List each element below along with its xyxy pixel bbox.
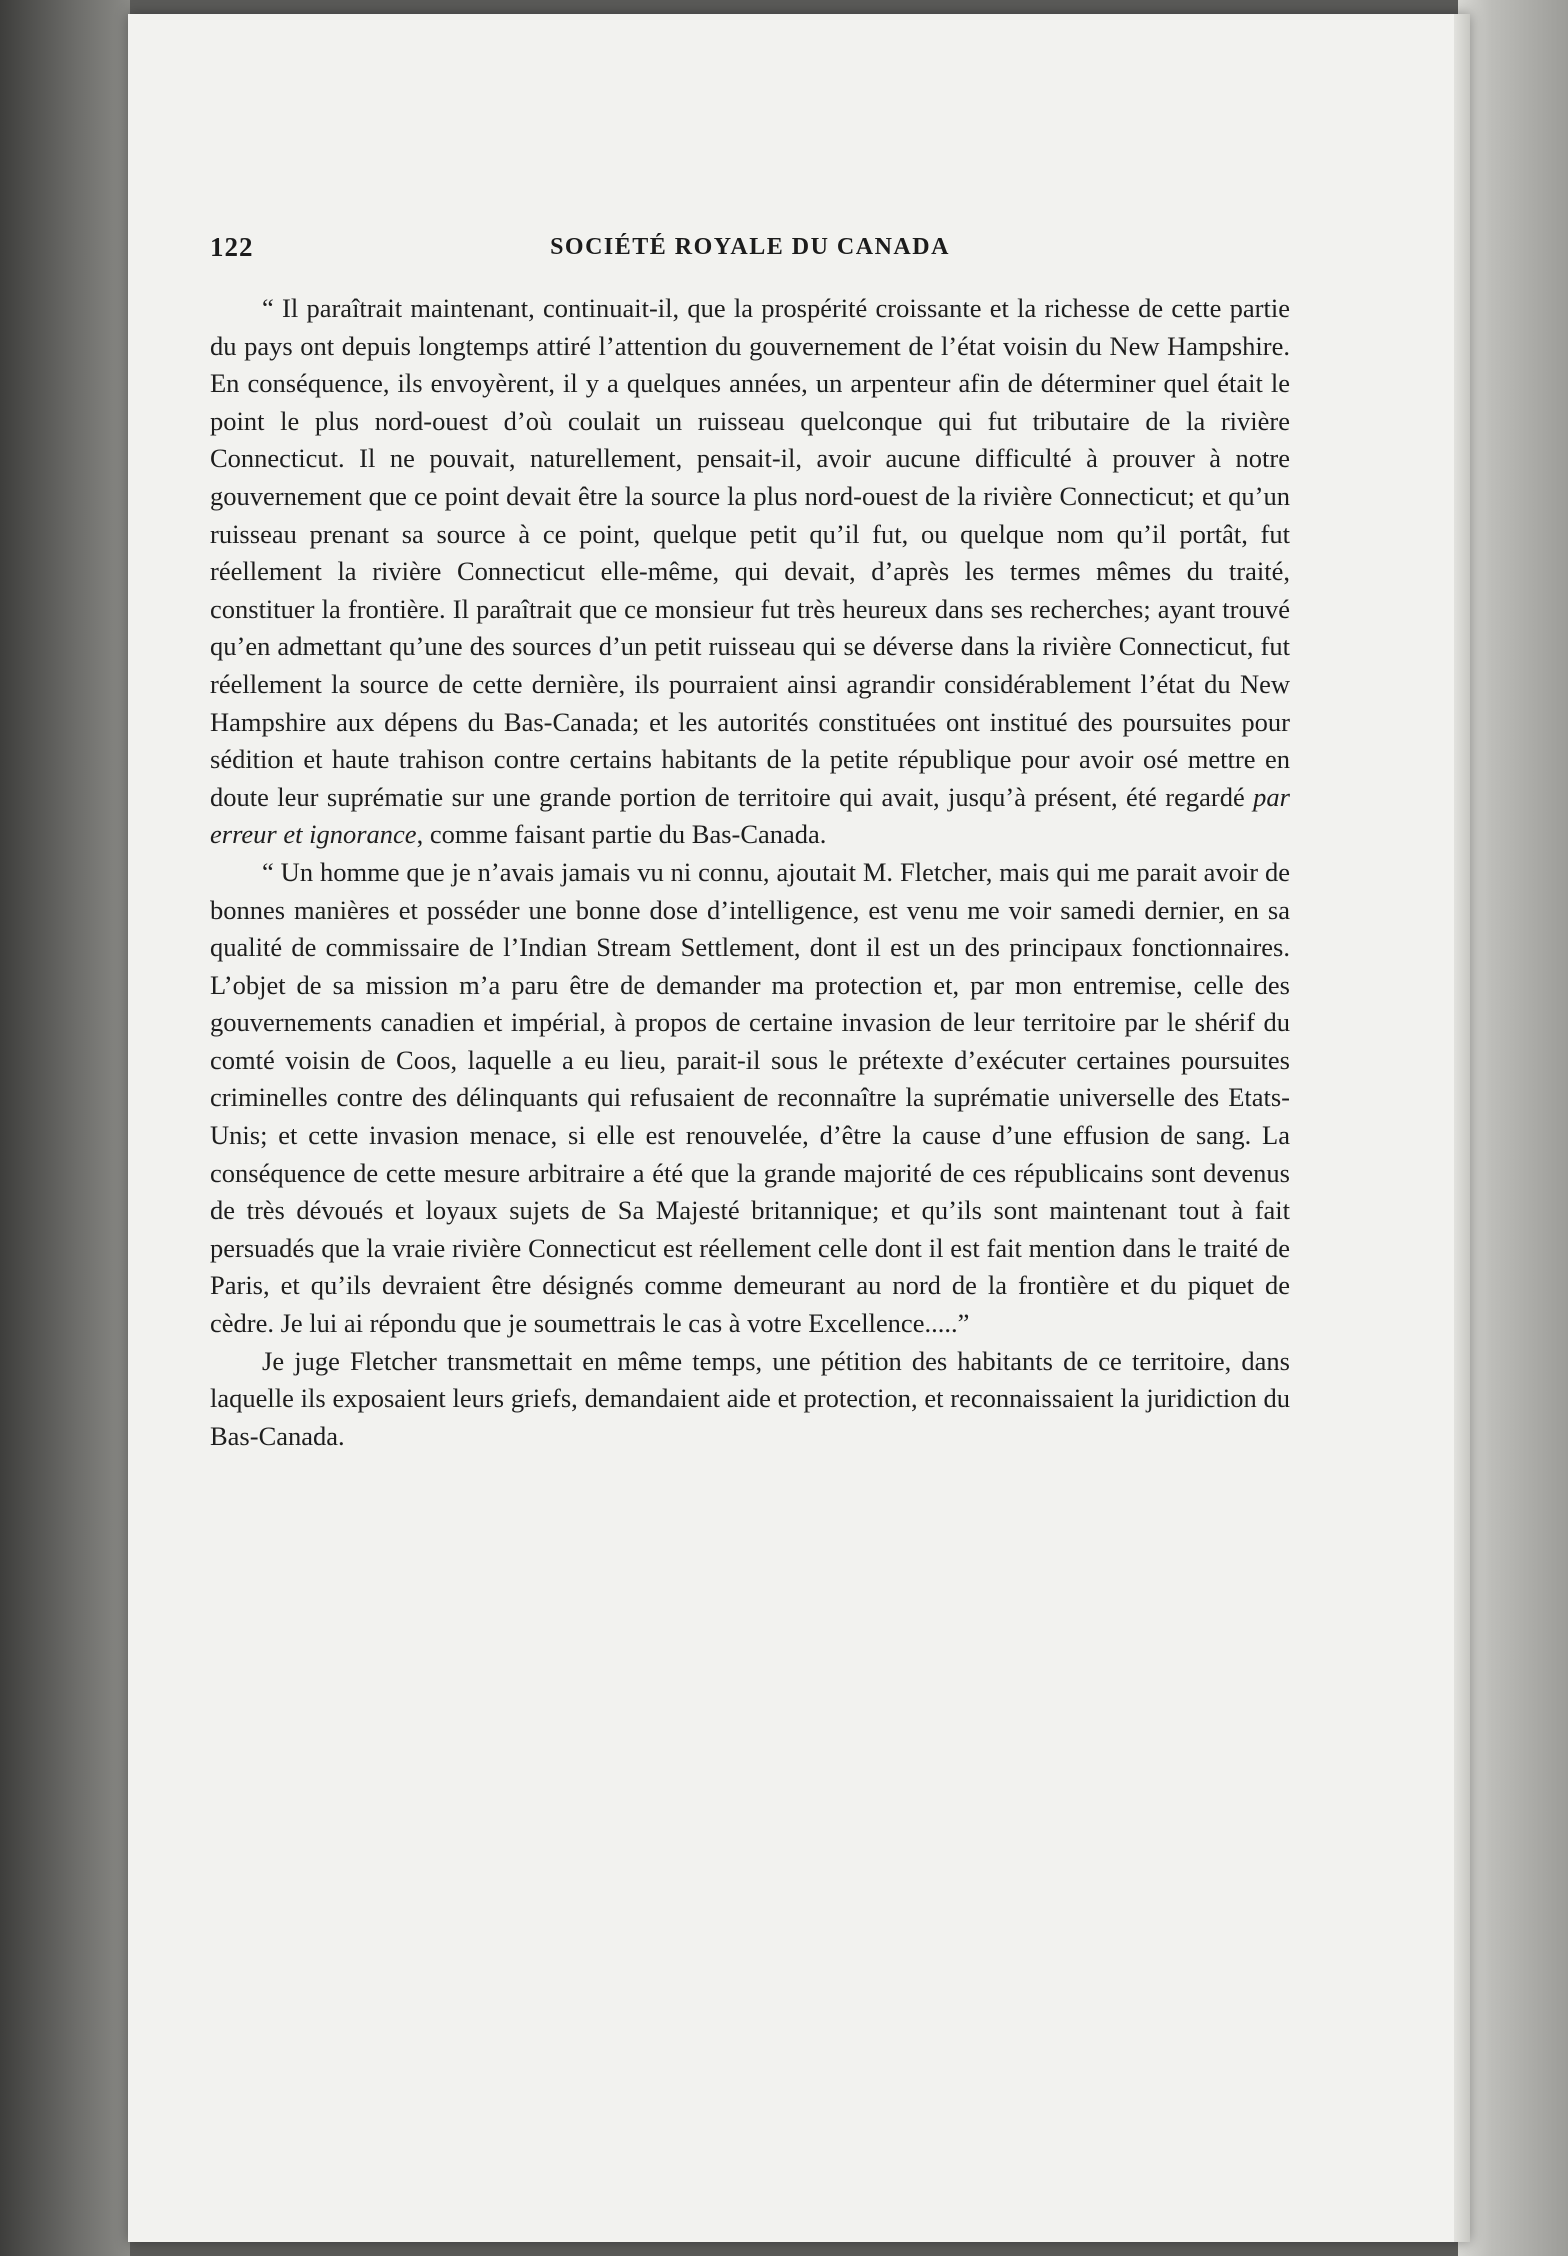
paragraph-1 [210, 290, 1290, 854]
scan-background-right [1458, 0, 1568, 2256]
scan-background-left [0, 0, 130, 2256]
running-title: SOCIÉTÉ ROYALE DU CANADA [550, 234, 950, 260]
paragraph-2: “ Un homme que je n’avais jamais vu ni connu, ajoutait M. Fletcher, mais qui me parait avoir de bonnes manières et posséder une bonne dose d’intelligence, est venu me voir samedi dernier, en sa qualité de commissaire de l’Indian Stream Settlement, dont il est un des principaux fonctionnaires. L’objet de sa mission m’a paru être de demander ma protection et, par mon entremise, celle des gouvernements canadien et impérial, à propos de certaine invasion de leur territoire par le shérif du comté voisin de Coos, laquelle a eu lieu, parait-il sous le prétexte d’exécuter certaines poursuites criminelles contre des délinquants qui refusaient de reconnaître la suprématie universelle des Etats-Unis; et cette invasion menace, si elle est renouvelée, d’être la cause d’une effusion de sang. La conséquence de cette mesure arbitraire a été que la grande majorité de ces républicains sont devenus de très dévoués et loyaux sujets de Sa Majesté britannique; et qu’ils sont maintenant tout à fait persuadés que la vraie rivière Connecticut est réellement celle dont il est fait mention dans le traité de Paris, et qu’ils devraient être désignés comme demeurant au nord de la frontière et du piquet de cèdre. Je lui ai répondu que je soumettrais le cas à votre Excellence.....” [210, 856, 1290, 1339]
paragraph-1-italic: par erreur et ignorance [210, 781, 1290, 850]
page-number: 122 [210, 232, 254, 262]
paragraph-1-ending: , comme faisant partie du Bas-Canada. [416, 819, 827, 850]
page-edge-shadow [1454, 14, 1470, 2242]
body-text [210, 290, 1290, 1455]
paragraph-3: Je juge Fletcher transmettait en même temps, une pétition des habitants de ce territoire, dans laquelle ils exposaient leurs griefs, demandaient aide et protection, et reconnaissaient la juridiction du Bas-Canada. [210, 1345, 1290, 1451]
page-header [210, 232, 1290, 276]
paragraph-1-text: “ Il paraîtrait maintenant, continuait-il, que la prospérité croissante et la richesse de cette partie du pays ont depuis longtemps attiré l’attention du gouvernement de l’état voisin du New Hampshire. En conséquence, ils envoyèrent, il y a quelques années, un arpenteur afin de déterminer quel était le point le plus nord-ouest d’où coulait un ruisseau quelconque qui fut tributaire de la rivière Connecticut. Il ne pouvait, naturellement, pensait-il, avoir aucune difficulté à prouver à notre gouvernement que ce point devait être la source la plus nord-ouest de la rivière Connecticut; et qu’un ruisseau prenant sa source à ce point, quelque petit qu’il fut, ou quelque nom qu’il portât, fut réellement la rivière Connecticut elle-même, qui devait, d’après les termes mêmes du traité, constituer la frontière. Il paraîtrait que ce monsieur fut très heureux dans ses recherches; ayant trouvé qu’en admettant qu’une des sources d’un petit ruisseau qui se déverse dans la rivière Connecticut, fut réellement la source de cette dernière, ils pourraient ainsi agrandir considérablement l’état du New Hampshire aux dépens du Bas-Canada; et les autorités constituées ont institué des poursuites pour sédition et haute trahison contre certains habitants de la petite république pour avoir osé mettre en doute leur suprématie sur une grande portion de territoire qui avait, jusqu’à présent, été regardé [210, 293, 1290, 812]
